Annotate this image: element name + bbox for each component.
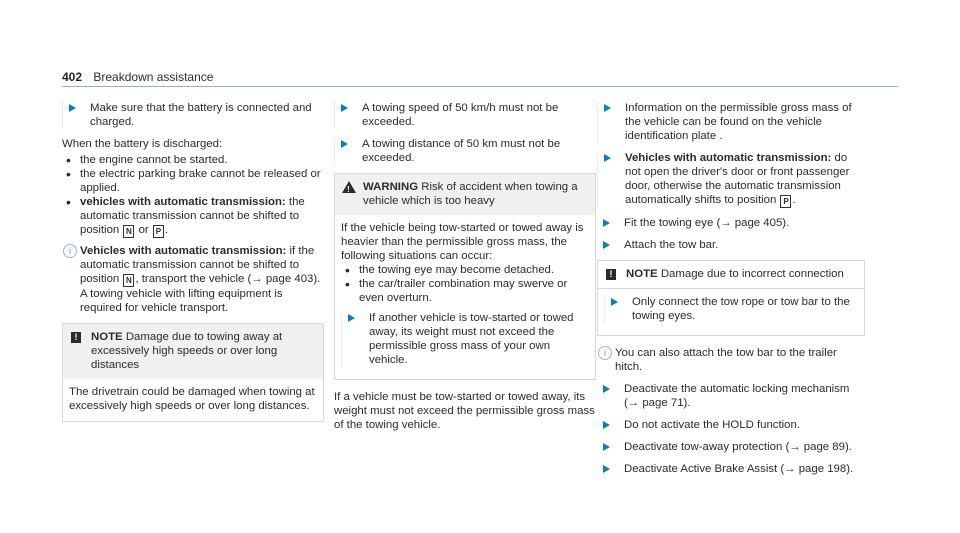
step-arrow-icon xyxy=(603,421,610,429)
step-locking: Deactivate the automatic locking mechanism (→ page 71). xyxy=(597,382,865,410)
info-note: i Vehicles with automatic transmission: if the automatic transmission cannot be shifted to position N , transport the vehicle (→ page 403). A towing vehicle with lifting equipment is required for vehicle transport. xyxy=(62,244,324,315)
info-note: i You can also attach the tow bar to the trailer hitch. xyxy=(597,346,865,374)
neutral-position-icon: N xyxy=(123,274,134,287)
warning-icon: ! xyxy=(342,181,356,193)
park-position-icon: P xyxy=(153,225,164,238)
section-title: Breakdown assistance xyxy=(93,70,214,84)
step-arrow-icon xyxy=(348,314,355,322)
header-rule xyxy=(62,86,898,87)
step-arrow-icon xyxy=(341,104,348,112)
step-arrow-icon xyxy=(603,385,610,393)
step-hold: Do not activate the HOLD function. xyxy=(597,418,865,432)
discharged-list xyxy=(62,153,324,238)
step-arrow-icon xyxy=(604,104,611,112)
step-weight: If another vehicle is tow-started or towed away, its weight must not exceed the permissible gross mass of your own vehicle. xyxy=(341,311,589,367)
info-icon: i xyxy=(598,346,612,360)
info-icon: i xyxy=(63,244,77,258)
step-towing-speed: A towing speed of 50 km/h must not be exceeded. xyxy=(334,101,596,129)
list-item: • vehicles with automatic transmission: the automatic transmission cannot be shifted to position N or P . xyxy=(62,195,324,238)
column-3 xyxy=(597,101,865,484)
step-towing-distance: A towing distance of 50 km must not be exceeded. xyxy=(334,137,596,165)
step-arrow-icon xyxy=(603,465,610,473)
page-number: 402 xyxy=(62,70,83,84)
list-item: • the electric parking brake cannot be released or applied. xyxy=(62,167,324,195)
page-header xyxy=(62,70,213,84)
discharged-intro: When the battery is discharged: xyxy=(62,138,223,150)
step-arrow-icon xyxy=(603,241,610,249)
step-brake-assist: Deactivate Active Brake Assist (→ page 198). xyxy=(597,462,865,476)
step-arrow-icon xyxy=(341,140,348,148)
list-item: • the car/trailer combination may swerve or even overturn. xyxy=(341,277,589,305)
step-gross-mass: Information on the permissible gross mass of the vehicle can be found on the vehicle identification plate . xyxy=(597,101,865,143)
step-arrow-icon xyxy=(604,154,611,162)
step-arrow-icon xyxy=(603,443,610,451)
step-tow-away: Deactivate tow-away protection (→ page 89). xyxy=(597,440,865,454)
notice-box: ! NOTE Damage due to towing away at excessively high speeds or over long distances The drivetrain could be damaged when towing at excessively high speeds or over long distances. xyxy=(62,323,324,422)
step-arrow-icon xyxy=(603,219,610,227)
step-battery: Make sure that the battery is connected and charged. xyxy=(62,101,324,129)
step-arrow-icon xyxy=(69,104,76,112)
list-item: • the engine cannot be started. xyxy=(62,153,324,167)
column-2 xyxy=(334,101,596,434)
towing-paragraph: If a vehicle must be tow-started or towed away, its weight must not exceed the permissible gross mass of the towing vehicle. xyxy=(334,391,595,431)
step-connect: Only connect the tow rope or tow bar to the towing eyes. xyxy=(604,295,858,323)
step-arrow-icon xyxy=(611,298,618,306)
notice-icon: ! xyxy=(606,269,616,280)
list-item: • the towing eye may become detached. xyxy=(341,263,589,277)
step-attach-bar: Attach the tow bar. xyxy=(597,238,865,252)
notice-icon: ! xyxy=(71,332,81,343)
column-1 xyxy=(62,101,324,432)
step-fit-eye: Fit the towing eye (→ page 405). xyxy=(597,216,865,230)
notice-box: ! NOTE Damage due to incorrect connection Only connect the tow rope or tow bar to the towing eyes. xyxy=(597,260,865,336)
warning-box: ! WARNING Risk of accident when towing a vehicle which is too heavy If the vehicle being tow-started or towed away is heavier than the permissible gross mass, the following situations can occur: • the towing eye may become detached. • the car/trailer combination may swerve or even overturn. If another vehicle is tow-started or towed away, its weight must not exceed the permissible gross mass of your own vehicle. xyxy=(334,173,596,380)
park-position-icon: P xyxy=(780,195,791,208)
step-doors: Vehicles with automatic transmission: do not open the driver's door or front passenger door, otherwise the automatic transmission automatically shifts to position P . xyxy=(597,151,865,208)
neutral-position-icon: N xyxy=(123,225,134,238)
warning-list xyxy=(341,263,589,305)
